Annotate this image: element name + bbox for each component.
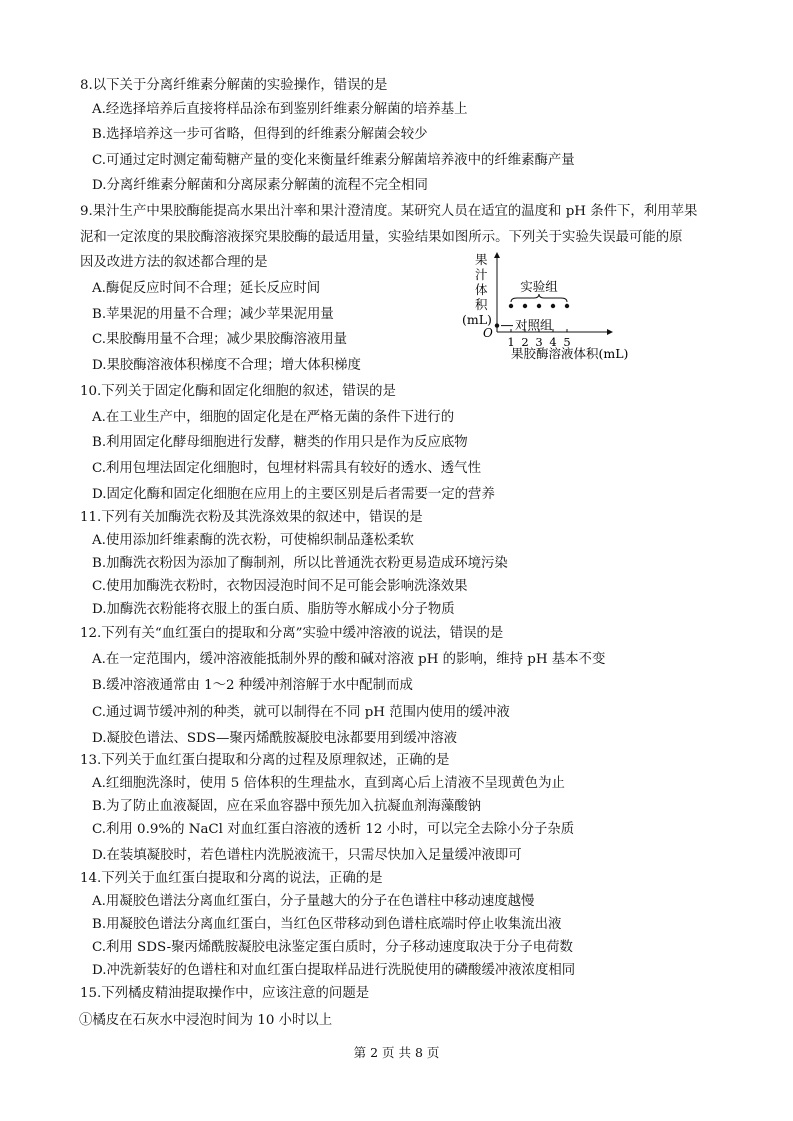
- x-axis-label: 果胶酶溶液体积(mL): [511, 346, 629, 361]
- x-tick-label: 4: [549, 335, 557, 349]
- question-13-stem: 13.下列关于血红蛋白提取和分离的过程及原理叙述，正确的是: [80, 753, 450, 768]
- question-9-stem-line-1: 9.果汁生产中果胶酶能提高水果出汁率和果汁澄清度。某研究人员在适宜的温度和 pH 条件下，利用苹果: [80, 204, 698, 219]
- question-14-stem: 14.下列关于血红蛋白提取和分离的说法，正确的是: [80, 871, 383, 886]
- question-8-option-c: C.可通过定时测定葡萄糖产量的变化来衡量纤维素分解菌培养液中的纤维素酶产量: [92, 153, 575, 168]
- question-13-option-d: D.在装填凝胶时，若色谱柱内洗脱液流干，只需尽快加入足量缓冲液即可: [92, 848, 522, 863]
- question-10-option-d: D.固定化酶和固定化细胞在应用上的主要区别是后者需要一定的营养: [92, 487, 495, 502]
- question-15-item-1: ①橘皮在石灰水中浸泡时间为 10 小时以上: [79, 1013, 333, 1028]
- question-11-option-d: D.加酶洗衣粉能将衣服上的蛋白质、脂肪等水解成小分子物质: [92, 602, 455, 617]
- question-9-option-c: C.果胶酶用量不合理；减少果胶酶溶液用量: [92, 332, 348, 347]
- y-axis-label-char: (mL): [462, 312, 492, 327]
- question-10-stem: 10.下列关于固定化酶和固定化细胞的叙述，错误的是: [80, 384, 396, 399]
- experimental-group-brace: [511, 294, 567, 302]
- question-10-option-c: C.利用包埋法固定化细胞时，包埋材料需具有较好的透水、透气性: [92, 461, 481, 476]
- experimental-group-point: [551, 304, 555, 308]
- question-9-option-d: D.果胶酶溶液体积梯度不合理；增大体积梯度: [92, 358, 361, 373]
- question-13-option-c: C.利用 0.9%的 NaCl 对血红蛋白溶液的透析 12 小时，可以完全去除小分子杂质: [92, 822, 575, 837]
- question-9-stem-line-3: 因及改进方法的叙述都合理的是: [80, 255, 268, 270]
- x-axis-arrow: [607, 329, 613, 335]
- question-8-option-d: D.分离纤维素分解菌和分离尿素分解菌的流程不完全相同: [92, 178, 428, 193]
- question-9-option-b: B.苹果泥的用量不合理；减少苹果泥用量: [92, 307, 334, 322]
- question-12-option-a: A.在一定范围内，缓冲溶液能抵制外界的酸和碱对溶液 pH 的影响，维持 pH 基本不变: [92, 652, 606, 667]
- question-11-option-c: C.使用加酶洗衣粉时，衣物因浸泡时间不足可能会影响洗涤效果: [92, 579, 468, 594]
- y-axis-label-char: 体: [475, 282, 488, 297]
- question-12-stem: 12.下列有关“血红蛋白的提取和分离”实验中缓冲溶液的说法，错误的是: [80, 626, 504, 641]
- question-9-option-a: A.酶促反应时间不合理；延长反应时间: [92, 281, 321, 296]
- control-group-label: 对照组: [515, 317, 553, 333]
- x-tick-label: 3: [535, 335, 543, 349]
- question-12-option-c: C.通过调节缓冲剂的种类，就可以制得在不同 pH 范围内使用的缓冲液: [92, 705, 510, 720]
- question-15-stem: 15.下列橘皮精油提取操作中，应该注意的问题是: [80, 986, 370, 1001]
- question-8-option-b: B.选择培养这一步可省略，但得到的纤维素分解菌会较少: [92, 127, 428, 142]
- enzyme-volume-chart: [455, 252, 645, 364]
- x-tick-label: 2: [521, 335, 529, 349]
- control-group-point: [495, 323, 499, 327]
- origin-label: O: [483, 326, 493, 340]
- question-14-option-c: C.利用 SDS-聚丙烯酰胺凝胶电泳鉴定蛋白质时，分子移动速度取决于分子电荷数: [92, 940, 573, 955]
- question-14-option-d: D.冲洗新装好的色谱柱和对血红蛋白提取样品进行洗脱使用的磷酸缓冲液浓度相同: [92, 963, 576, 978]
- question-13-option-a: A.红细胞洗涤时，使用 5 倍体积的生理盐水，直到离心后上清液不呈现黄色为止: [92, 776, 565, 791]
- page-number-footer: 第 2 页 共 8 页: [353, 1045, 440, 1060]
- y-axis-label-char: 果: [475, 252, 488, 267]
- question-10-option-a: A.在工业生产中，细胞的固定化是在严格无菌的条件下进行的: [92, 410, 455, 425]
- y-axis-arrow: [494, 252, 500, 258]
- question-13-option-b: B.为了防止血液凝固，应在采血容器中预先加入抗凝血剂海藻酸钠: [92, 799, 482, 814]
- experimental-group-point: [509, 304, 513, 308]
- x-tick-label: 5: [563, 335, 571, 349]
- question-12-option-b: B.缓冲溶液通常由 1～2 种缓冲剂溶解于水中配制而成: [92, 678, 413, 693]
- question-9-stem-line-2: 泥和一定浓度的果胶酶溶液探究果胶酶的最适用量，实验结果如图所示。下列关于实验失误最可能的原: [80, 230, 683, 245]
- question-14-option-a: A.用凝胶色谱法分离血红蛋白，分子量越大的分子在色谱柱中移动速度越慢: [92, 894, 535, 909]
- y-axis-label-char: 汁: [475, 267, 488, 282]
- question-11-option-a: A.使用添加纤维素酶的洗衣粉，可使棉织制品蓬松柔软: [92, 533, 414, 548]
- question-10-option-b: B.利用固定化酵母细胞进行发酵，糖类的作用只是作为反应底物: [92, 435, 468, 450]
- question-8-option-a: A.经选择培养后直接将样品涂布到鉴别纤维素分解菌的培养基上: [92, 102, 468, 117]
- question-14-option-b: B.用凝胶色谱法分离血红蛋白，当红色区带移动到色谱柱底端时停止收集流出液: [92, 917, 562, 932]
- question-8-stem: 8.以下关于分离纤维素分解菌的实验操作，错误的是: [80, 78, 388, 93]
- question-11-stem: 11.下列有关加酶洗衣粉及其洗涤效果的叙述中，错误的是: [80, 510, 423, 525]
- x-tick-label: 1: [507, 335, 515, 349]
- experimental-group-point: [537, 304, 541, 308]
- y-axis-label-char: 积: [475, 297, 488, 312]
- experimental-group-label: 实验组: [520, 279, 558, 294]
- experimental-group-point: [523, 304, 527, 308]
- question-11-option-b: B.加酶洗衣粉因为添加了酶制剂，所以比普通洗衣粉更易造成环境污染: [92, 556, 508, 571]
- question-12-option-d: D.凝胶色谱法、SDS—聚丙烯酰胺凝胶电泳都要用到缓冲溶液: [92, 731, 457, 746]
- experimental-group-point: [565, 304, 569, 308]
